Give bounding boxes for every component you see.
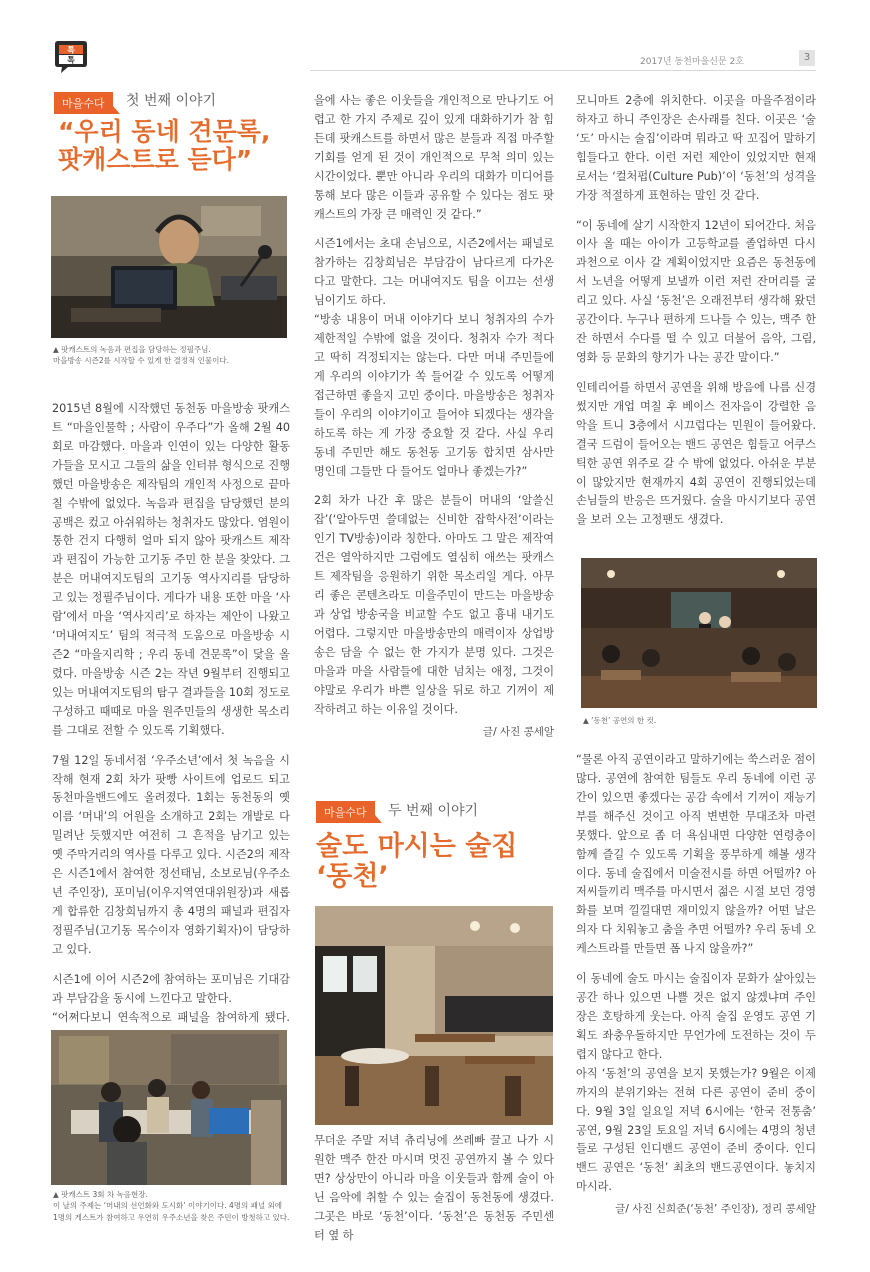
performance-photo [581,558,817,708]
paragraph: 이 동네에 술도 마시는 술집이자 문화가 살아있는 공간 하나 있으면 나쁠 것은 없지 않겠냐며 주인장은 호탕하게 웃는다. 아직 술집 운영도 공연 기획도 좌충우돌하지만 무언가에 도전하는 것이 두렵지 않다고 한다. [576,972,816,1061]
header-divider [310,70,816,71]
section-tag: 마을수다 [54,92,113,114]
podcaster-caption: ▲ 팟캐스트의 녹음과 편집을 담당하는 정필주님. 마을방송 시즌2를 시작할 수 있게 한 결정적 인물이다. [53,345,229,366]
paragraph: 아직 ‘동천’의 공연을 보지 못했는가? 9월은 이제까지의 분위기와는 전혀 다른 공연이 준비 중이다. 9월 3일 일요일 저녁 6시에는 ‘한국 전통춤’ 공연, 9월 23일 토요일 저녁 6시에는 4명의 청년들로 구성된 인디밴드 공연이 준비 중이다. 인디밴드 공연은 ‘동천’ 최초의 밴드공연이다. 놓치지 마시라. [576,1066,816,1194]
story2-headline: 술도 마시는 술집 ‘동천’ [316,831,518,893]
section-title: 첫 번째 이야기 [126,93,217,109]
paragraph: 무더운 주말 저녁 츄리닝에 쓰레빠 끌고 나가 시원한 맥주 한잔 마시며 멋진 공연까지 볼 수 있다면? 상상만이 아니라 마을 이웃들과 함께 술이 아닌 음악에 취할 수 있는 술집이 동천동에 생겼다. 그곳은 바로 ‘동천’이다. ‘동천’은 동천동 주민센터 옆 하 [314,1134,554,1242]
section-title: 두 번째 이야기 [388,803,479,819]
paragraph: “이 동네에 살기 시작한지 12년이 되어간다. 처음 이사 올 때는 아이가 고등학교를 졸업하면 다시 과천으로 이사 갈 계획이었지만 요즘은 동천동에서 노년을 어떻게 보낼까 이런 저런 잔머리를 굴리고 있다. 사실 ‘동천’은 오래전부터 생각해 왔던 공간이다. 누구나 편하게 드나들 수 있는, 맥주 한잔 하면서 수다를 떨 수 있고 더불어 음악, 그림, 영화 등 문화의 향기가 나는 공간 말이다.” [576,218,816,364]
story2-column-2 [314,1132,554,1246]
paragraph: 2회 차가 나간 후 많은 분들이 머내의 ‘알쓸신잡’(‘알아두면 쓸데없는 신비한 잡학사전’이라는 인기 TV방송)이라 칭한다. 아마도 그 말은 제작여건은 열악하지만 그럼에도 열심히 애쓰는 팟캐스트 제작팀을 응원하기 위한 목소리일 게다. 아무리 좋은 콘텐츠라도 미을주민이 만드는 마을방송과 상업 방송국을 비교할 수도 없고 흉내 내기도 어렵다. 그렇지만 마을방송만의 매력이자 상업방송은 담을 수 없는 한 가지가 분명 있다. 그것은 마을과 마을 사람들에 대한 넘치는 애정, 그것이야말로 우리가 바쁜 일상을 뒤로 하고 기꺼이 제작하려고 하는 이유일 것이다. [314,494,554,716]
paragraph: 모니마트 2층에 위치한다. 이곳을 마을주점이라 하자고 하니 주인장은 손사래를 친다. 이곳은 ‘술 ‘도’ 마시는 술집’이라며 뭐라고 딱 꼬집어 말하기 힘들다고 한다. 이런 저런 제안이 있었지만 현재로서는 ‘컬처펍(Culture Pub)’이 ‘동천’의 성격을 가장 적절하게 표현하는 말인 것 같다. [576,94,816,202]
group-recording-caption: ▲ 팟캐스트 3회 차 녹음현장. 이 날의 주제는 ‘머내의 선언화와 도시화’ 이야기이다. 4명의 패널 외에 1명의 게스트가 참여하고 우연히 우주소년을 찾은 주민이 방청하고 있다. [53,1190,290,1222]
story1-column-1 [52,400,290,1046]
svg-text:톡: 톡 [67,55,75,65]
paragraph: 인테리어를 하면서 공연을 위해 방음에 나름 신경 썼지만 개업 며칠 후 베이스 전자음이 강렬한 음악을 트니 3층에서 시끄럽다는 민원이 들어왔다. 결국 드럼이 들어오는 밴드 공연은 힘들고 어쿠스틱한 공연 위주로 갈 수 밖에 없었다. 아쉬운 부분이 많았지만 현재까지 4회 공연이 진행되었는데 손님들의 반응은 뜨거웠다. 술을 마시기보다 공연을 보러 오는 고정팬도 생겼다. [576,380,816,527]
paragraph: “어쩌다보니 연속적으로 패널을 참여하게 됐다. [52,1010,290,1024]
story2-credit: 글/ 사진 신희준(‘동천’ 주인장), 정리 콩세알 [615,1203,816,1216]
paragraph: “방송 내용이 머내 이야기다 보니 청취자의 수가 제한적일 수밖에 없을 것이다. 청취자 수가 적다고 딱히 걱정되지는 않는다. 다만 머내 주민들에게 우리의 이야기가 쏙 들어갈 수 있도록 어떻게 접근하면 좋을지 고민 중이다. 마을방송은 청취자들이 우리의 이야기이고 들어야 되겠다는 생각을 하도록 하는 게 가장 중요할 것 같다. 사실 우리 동네 주민만 해도 동천동 고기동 합치면 삼사만 명인데 그들만 다 들어도 얼마나 좋겠는가?” [314,313,554,478]
story1-credit: 글/ 사진 콩세알 [482,725,554,738]
group-recording-photo [51,1030,287,1185]
story1-headline: “우리 동네 견문록, 팟캐스트로 듣다” [58,117,271,174]
paragraph: 을에 사는 좋은 이웃들을 개인적으로 만나기도 어렵고 한 가지 주제로 깊이 있게 대화하기가 참 힘든데 팟캐스트를 하면서 많은 분들과 직접 마주할 기회를 얻게 된 것이 개인적으로 무척 의미 있는 시간이었다. 뿐만 아니라 우리의 대화가 미디어를 통해 보다 많은 이들과 공유할 수 있다는 점도 팟캐스트의 가장 큰 매력인 것 같다.” [314,94,554,221]
paragraph: 2015년 8월에 시작했던 동천동 마을방송 팟캐스트 “마을인물학 ; 사람이 우주다”가 올해 2월 40회로 마감했다. 마을과 인연이 있는 다양한 활동가들을 모시고 그들의 삶을 인터뷰 형식으로 진행했던 마을방송은 제작팀의 개인적 사정으로 끝마칠 수밖에 없었다. 녹음과 편집을 담당했던 분의 공백은 컸고 아쉬워하는 청취자도 많았다. 염원이 통한 건지 다행히 얼마 되지 않아 팟캐스트 제작과 편집이 가능한 고기동 주민 한 분을 찾았다. 그분은 머내여지도팀의 고기동 역사지리를 담당하고 있는 정필주님이다. 게다가 내용 또한 마을 ‘사람’에서 마을 ‘역사지리’로 하자는 제안이 나왔고 ‘머내여지도’ 팀의 적극적 도움으로 마을방송 시즌2 “마을지리학 ; 우리 동네 견문록”이 닻을 올렸다. 마을방송 시즌 2는 작년 9월부터 진행되고 있는 머내여지도팀의 탐구 결과들을 10회 정도로 구성하고 때때로 마을 원주민들의 생생한 목소리를 그대로 전할 수 있도록 기획했다. [52,402,290,737]
paragraph: “물론 아직 공연이라고 말하기에는 쑥스러운 점이 많다. 공연에 참여한 팀들도 우리 동네에 이런 공간이 있으면 좋겠다는 공감 속에서 기꺼이 재능기부를 해주신 것이고 아직 변변한 무대조차 마련 못했다. 앞으로 좀 더 욕심내면 다양한 연령층이 함께 즐길 수 있도록 기획을 풍부하게 해볼 생각이다. 동네 술집에서 미술전시를 하면 어떨까? 아저씨들끼리 맥주를 마시면서 젊은 시절 보던 경영화를 보며 낄낄대면 재미있지 않을까? 어떤 날은 의자 다 치워놓고 춤을 추면 어떨까? 우리 동네 오케스트라를 만들면 폼 나지 않을까?” [576,753,816,956]
svg-text:톡: 톡 [67,45,75,55]
paragraph: 7월 12일 동네서점 ‘우주소년’에서 첫 녹음을 시작해 현재 2회 차가 팟빵 사이트에 업로드 되고 동천마을밴드에도 올려졌다. 1회는 동천동의 옛이름 ‘머내’의 어원을 소개하고 2회는 개발로 다 밀려난 듯했지만 여전히 그 흔적을 남기고 있는 옛 주막거리의 역사를 다루고 있다. 시즌2의 제작은 시즌1에서 참여한 정선태님, 소보로님(우주소년 주인장), 포미님(이우지역연대위원장)과 새롭게 합류한 김창희님까지 총 4명의 패널과 편집자 정필주님(고기동 목수이자 영화기획자)이 담당하고 있다. [52,753,290,956]
section-tag: 마을수다 [316,801,375,823]
pub-interior-photo [315,906,553,1125]
story2-column-3-top [576,92,816,530]
podcaster-photo [51,196,287,338]
performance-caption: ▲ ‘동천’ 공연의 한 컷. [583,716,657,725]
page-number: 3 [799,50,815,66]
story1-column-2 [314,92,554,741]
story2-column-3-bottom [576,751,816,1219]
newspaper-logo [54,38,88,74]
paragraph: 시즌1에서는 초대 손님으로, 시즌2에서는 패널로 참가하는 김창희님은 부담감이 남다르게 다가온다고 말한다. 그는 머내여지도 팀을 이끄는 선생님이기도 하다. [314,237,554,308]
paragraph: 시즌1에 이어 시즌2에 참여하는 포미님은 기대감과 부담감을 동시에 느낀다고 말한다. [52,972,290,1005]
issue-label: 2017년 동천마을신문 2호 [640,57,744,67]
